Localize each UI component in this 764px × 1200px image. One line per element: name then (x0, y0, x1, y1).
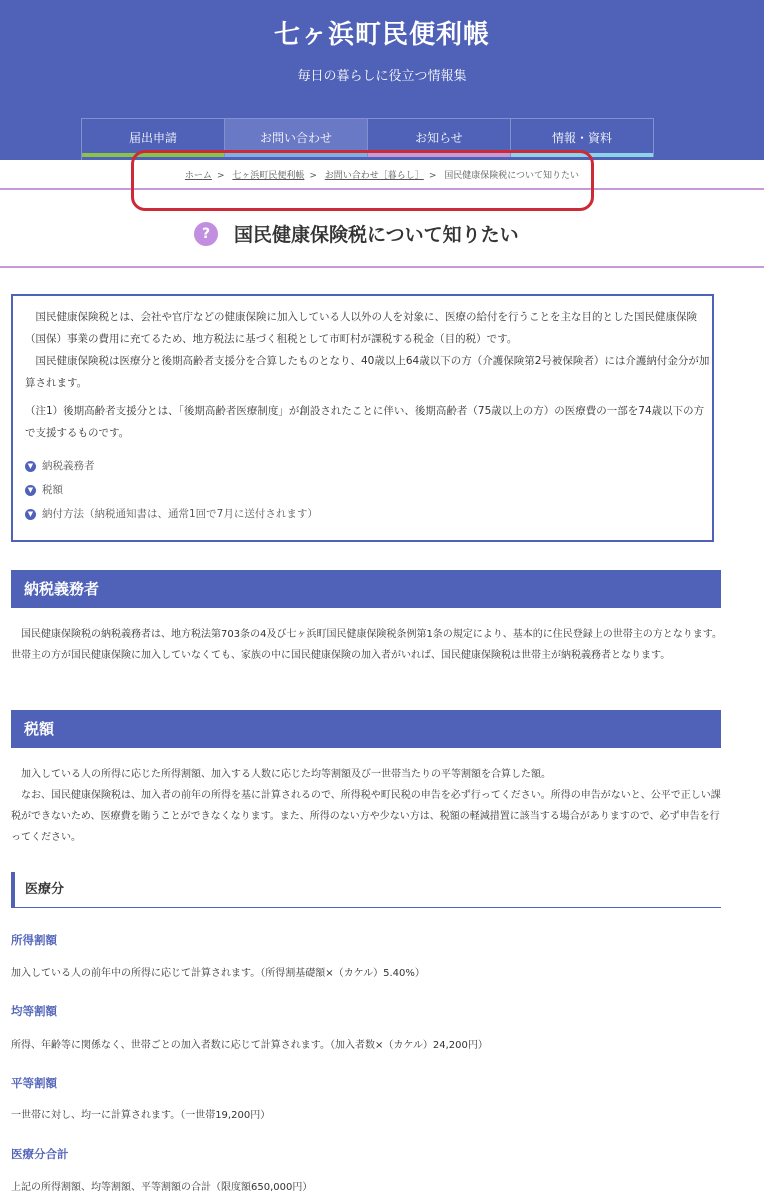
toc-label: 税額 (42, 484, 63, 496)
item-title-per-household: 平等割額 (11, 1076, 57, 1090)
nav-label: お問い合わせ (259, 131, 332, 145)
item-desc-income: 加入している人の前年中の所得に応じて計算されます。（所得割基礎額×（カケル）5.40%） (11, 968, 425, 979)
breadcrumb-separator: > (309, 171, 317, 181)
breadcrumb-handbook[interactable]: 七ヶ浜町民便利帳 (232, 171, 305, 181)
section-heading-taxpayer: 納税義務者 (11, 570, 721, 608)
intro-paragraph-2: 国民健康保険税は医療分と後期高齢者支援分を合算したものとなり、40歳以上64歳以下の方（介護保険第2号被保険者）には介護納付金分が加算されます。 (25, 355, 710, 389)
toc-label: 納付方法（納税通知書は、通常1回で7月に送付されます） (42, 508, 318, 520)
item-desc-medical-total: 上記の所得割額、均等割額、平等割額の合計（限度額650,000円） (11, 1182, 313, 1193)
nav-label: 情報・資料 (551, 131, 612, 145)
toc-list (25, 454, 712, 526)
page-title-text: 国民健康保険税について知りたい (234, 224, 519, 246)
highlight-annotation (131, 150, 594, 211)
item-title-medical-total: 医療分合計 (11, 1147, 69, 1161)
intro-box (11, 294, 714, 542)
chevron-down-icon: ▼ (25, 485, 36, 496)
toc-item-amount[interactable] (25, 478, 712, 502)
item-desc-per-household: 一世帯に対し、均一に計算されます。（一世帯19,200円） (11, 1110, 271, 1121)
page-title-bar (0, 208, 764, 268)
section-text-amount-1: 加入している人の所得に応じた所得割額、加入する人数に応じた均等割額及び一世帯当たりの平等割額を合算した額。 (11, 769, 551, 780)
item-title-equal-per-person: 均等割額 (11, 1004, 57, 1018)
site-title[interactable]: 七ヶ浜町民便利帳 (273, 20, 490, 50)
breadcrumb-contact[interactable]: お問い合わせ［暮らし］ (324, 171, 424, 181)
page-title (194, 220, 519, 247)
site-subtitle: 毎日の暮らしに役立つ情報集 (297, 69, 467, 84)
breadcrumb-home[interactable]: ホーム (184, 171, 212, 181)
toc-item-taxpayer[interactable] (25, 454, 712, 478)
item-desc-equal-per-person: 所得、年齢等に関係なく、世帯ごとの加入者数に応じて計算されます。（加入者数×（カケル）24,200円） (11, 1040, 488, 1051)
toc-label: 納税義務者 (42, 460, 95, 472)
chevron-down-icon: ▼ (25, 509, 36, 520)
nav-label: お知らせ (415, 131, 463, 145)
toc-item-payment[interactable] (25, 502, 712, 526)
breadcrumb-current: 国民健康保険税について知りたい (444, 171, 580, 181)
breadcrumb-separator: > (428, 171, 437, 181)
breadcrumb-separator: > (216, 171, 225, 181)
chevron-down-icon: ▼ (25, 461, 36, 472)
item-title-income: 所得割額 (11, 933, 57, 947)
section-text-taxpayer: 国民健康保険税の納税義務者は、地方税法第703条の4及び七ヶ浜町国民健康保険税条例第1条の規定により、基本的に住民登録上の世帯主の方となります。世帯主の方が国民健康保険に加入していなくても、家族の中に国民健康保険の加入者がいれば、国民健康保険税は世帯主が納税義務者となります。 (11, 629, 723, 661)
section-text-amount-2: なお、国民健康保険税は、加入者の前年の所得を基に計算されるので、所得税や町民税の申告を必ず行ってください。所得の申告がないと、公平で正しい課税ができないため、医療費を賄うことができなくなります。また、所得のない方や少ない方は、税額の軽減措置に該当する場合がありますので、必ず申告を行ってください。 (11, 790, 721, 843)
intro-note: （注1）後期高齢者支援分とは、「後期高齢者医療制度」が創設されたことに伴い、後期高齢者（75歳以上の方）の医療費の一部を74歳以下の方で支援するものです。 (25, 405, 705, 439)
nav-label: 届出申請 (128, 131, 177, 145)
intro-paragraph-1: 国民健康保険税とは、会社や官庁などの健康保険に加入している人以外の人を対象に、医療の給付を行うことを主な目的とした国民健康保険（国保）事業の費用に充てるため、地方税法に基づく租税として市町村が課税する税金（目的税）です。 (25, 311, 697, 345)
subheading-medical: 医療分 (11, 872, 721, 908)
site-header (0, 0, 764, 118)
section-heading-amount: 税額 (11, 710, 721, 748)
question-icon: ? (194, 222, 218, 246)
